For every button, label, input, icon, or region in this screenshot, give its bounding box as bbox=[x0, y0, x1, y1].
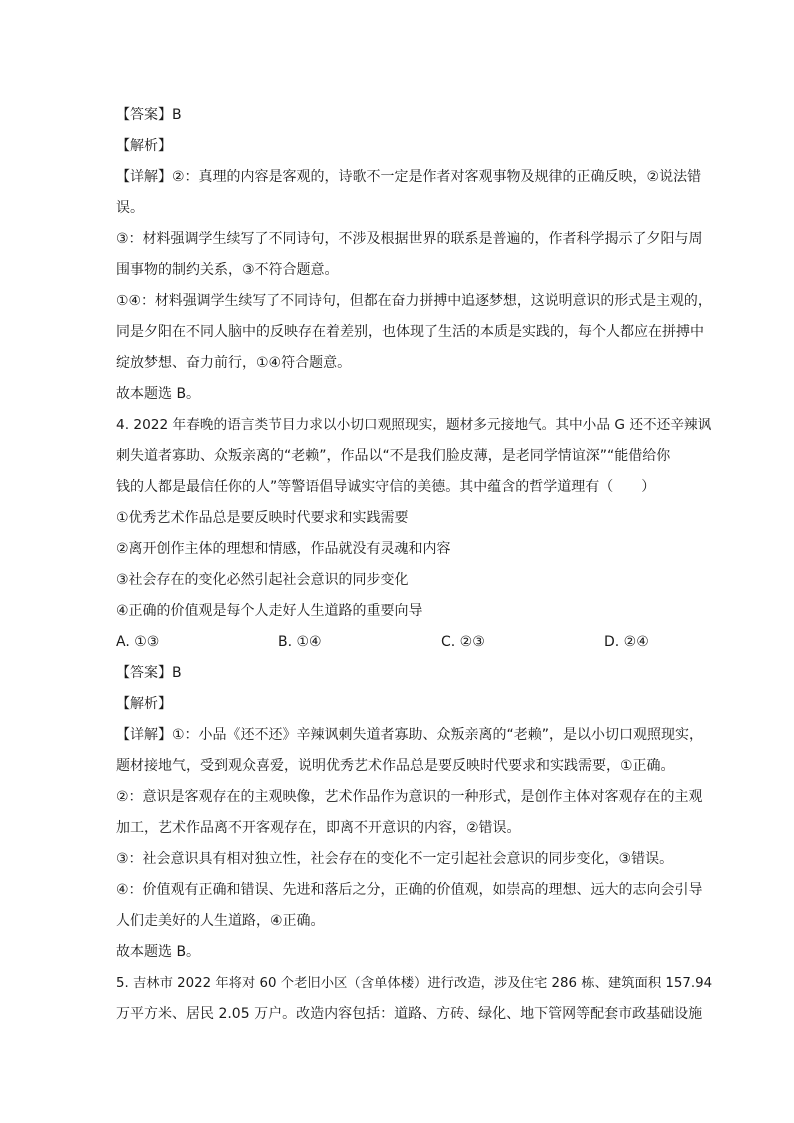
detail-line: ③：材料强调学生续写了不同诗句，不涉及根据世界的联系是普遍的，作者科学揭示了夕阳与周 bbox=[116, 231, 703, 247]
analysis-heading: 【解析】 bbox=[116, 696, 172, 712]
option-a: A. ①③ bbox=[116, 634, 160, 650]
statement-item: ③社会存在的变化必然引起社会意识的同步变化 bbox=[116, 572, 409, 588]
answer-label: 【答案】B bbox=[116, 107, 182, 123]
detail-line: 【详解】②：真理的内容是客观的，诗歌不一定是作者对客观事物及规律的正确反映，②说法错 bbox=[116, 169, 702, 185]
detail-line: 【详解】①：小品《还不还》辛辣讽刺失道者寡助、众叛亲离的“老赖”，是以小切口观照现实， bbox=[116, 727, 704, 743]
detail-line: 题材接地气，受到观众喜爱，说明优秀艺术作品总是要反映时代要求和实践需要，①正确。 bbox=[116, 758, 675, 774]
detail-line: ②：意识是客观存在的主观映像，艺术作品作为意识的一种形式，是创作主体对客观存在的主观 bbox=[116, 789, 703, 805]
statement-item: ④正确的价值观是每个人走好人生道路的重要向导 bbox=[116, 603, 423, 619]
option-d: D. ②④ bbox=[604, 634, 649, 650]
question-stem: 钱的人都是最信任你的人”等警语倡导诚实守信的美德。其中蕴含的哲学道理有（ ） bbox=[116, 479, 656, 495]
question-stem: 万平方米、居民 2.05 万户。改造内容包括：道路、方砖、绿化、地下管网等配套市政基础设施 bbox=[116, 1006, 703, 1022]
question-stem: 刺失道者寡助、众叛亲离的“老赖”，作品以“不是我们脸皮薄，是老同学情谊深”“能借给你 bbox=[116, 448, 671, 464]
statement-item: ②离开创作主体的理想和情感，作品就没有灵魂和内容 bbox=[116, 541, 451, 557]
option-b: B. ①④ bbox=[278, 634, 322, 650]
question-stem: 4. 2022 年春晚的语言类节目力求以小切口观照现实，题材多元接地气。其中小品 G 还不还辛辣讽 bbox=[116, 417, 712, 433]
detail-line: ④：价值观有正确和错误、先进和落后之分，正确的价值观，如崇高的理想、远大的志向会引导 bbox=[116, 882, 703, 898]
option-c: C. ②③ bbox=[441, 634, 485, 650]
question-stem: 5. 吉林市 2022 年将对 60 个老旧小区（含单体楼）进行改造，涉及住宅 286 栋、建筑面积 157.94 bbox=[116, 976, 713, 991]
analysis-heading: 【解析】 bbox=[116, 138, 172, 154]
detail-line: 绽放梦想、奋力前行，①④符合题意。 bbox=[116, 355, 352, 371]
detail-line: 人们走美好的人生道路，④正确。 bbox=[116, 913, 325, 929]
detail-line: ③：社会意识具有相对独立性，社会存在的变化不一定引起社会意识的同步变化，③错误。 bbox=[116, 851, 674, 867]
conclusion-line: 故本题选 B。 bbox=[116, 386, 201, 402]
detail-line: 同是夕阳在不同人脑中的反映存在着差别，也体现了生活的本质是实践的，每个人都应在拼搏中 bbox=[116, 324, 704, 340]
detail-line: 误。 bbox=[116, 200, 144, 216]
answer-label: 【答案】B bbox=[116, 665, 182, 681]
answer-options bbox=[116, 627, 712, 658]
detail-line: 加工，艺术作品离不开客观存在，即离不开意识的内容，②错误。 bbox=[116, 820, 521, 836]
conclusion-line: 故本题选 B。 bbox=[116, 944, 201, 960]
detail-line: ①④：材料强调学生续写了不同诗句，但都在奋力拼搏中追逐梦想，这说明意识的形式是主观的， bbox=[116, 293, 712, 309]
page-content bbox=[116, 100, 712, 1030]
statement-item: ①优秀艺术作品总是要反映时代要求和实践需要 bbox=[116, 510, 409, 526]
detail-line: 围事物的制约关系，③不符合题意。 bbox=[116, 262, 339, 278]
